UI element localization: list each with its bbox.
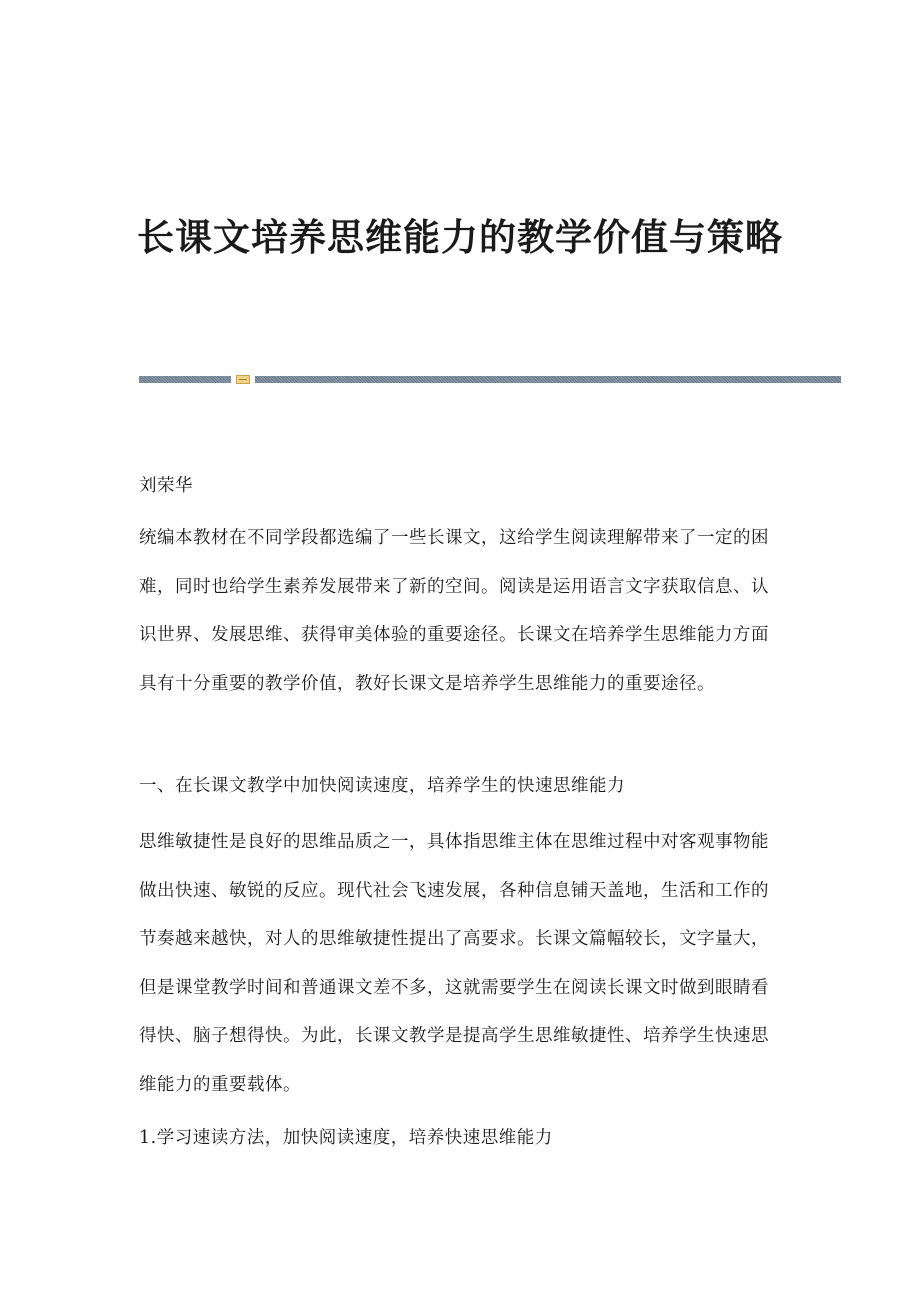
- title-divider: [139, 375, 841, 385]
- section-1-paragraph: 思维敏捷性是良好的思维品质之一，具体指思维主体在思维过程中对客观事物能做出快速、敏锐的反应。现代社会飞速发展，各种信息铺天盖地，生活和工作的节奏越来越快，对人的思维敏捷性提出了高要求。长课文篇幅较长，文字量大，但是课堂教学时间和普通课文差不多，这就需要学生在阅读长课文时做到眼睛看得快、脑子想得快。为此，长课文教学是提高学生思维敏捷性、培养学生快速思维能力的重要载体。: [139, 832, 769, 1095]
- author-name: 刘荣华: [139, 476, 193, 496]
- divider-ornament-icon: [236, 375, 250, 384]
- section-heading-1: 一、在长课文教学中加快阅读速度，培养学生的快速思维能力: [139, 776, 625, 796]
- divider-bar-right: [255, 376, 841, 383]
- document-title: 长课文培养思维能力的教学价值与策略: [137, 215, 783, 259]
- intro-paragraph: 统编本教材在不同学段都选编了一些长课文，这给学生阅读理解带来了一定的困难，同时也给学生素养发展带来了新的空间。阅读是运用语言文字获取信息、认识世界、发展思维、获得审美体验的重要途径。长课文在培养学生思维能力方面具有十分重要的教学价值，教好长课文是培养学生思维能力的重要途径。: [139, 528, 769, 694]
- divider-bar-left: [139, 376, 231, 383]
- subsection-heading-1: 1.学习速读方法，加快阅读速度，培养快速思维能力: [139, 1128, 553, 1148]
